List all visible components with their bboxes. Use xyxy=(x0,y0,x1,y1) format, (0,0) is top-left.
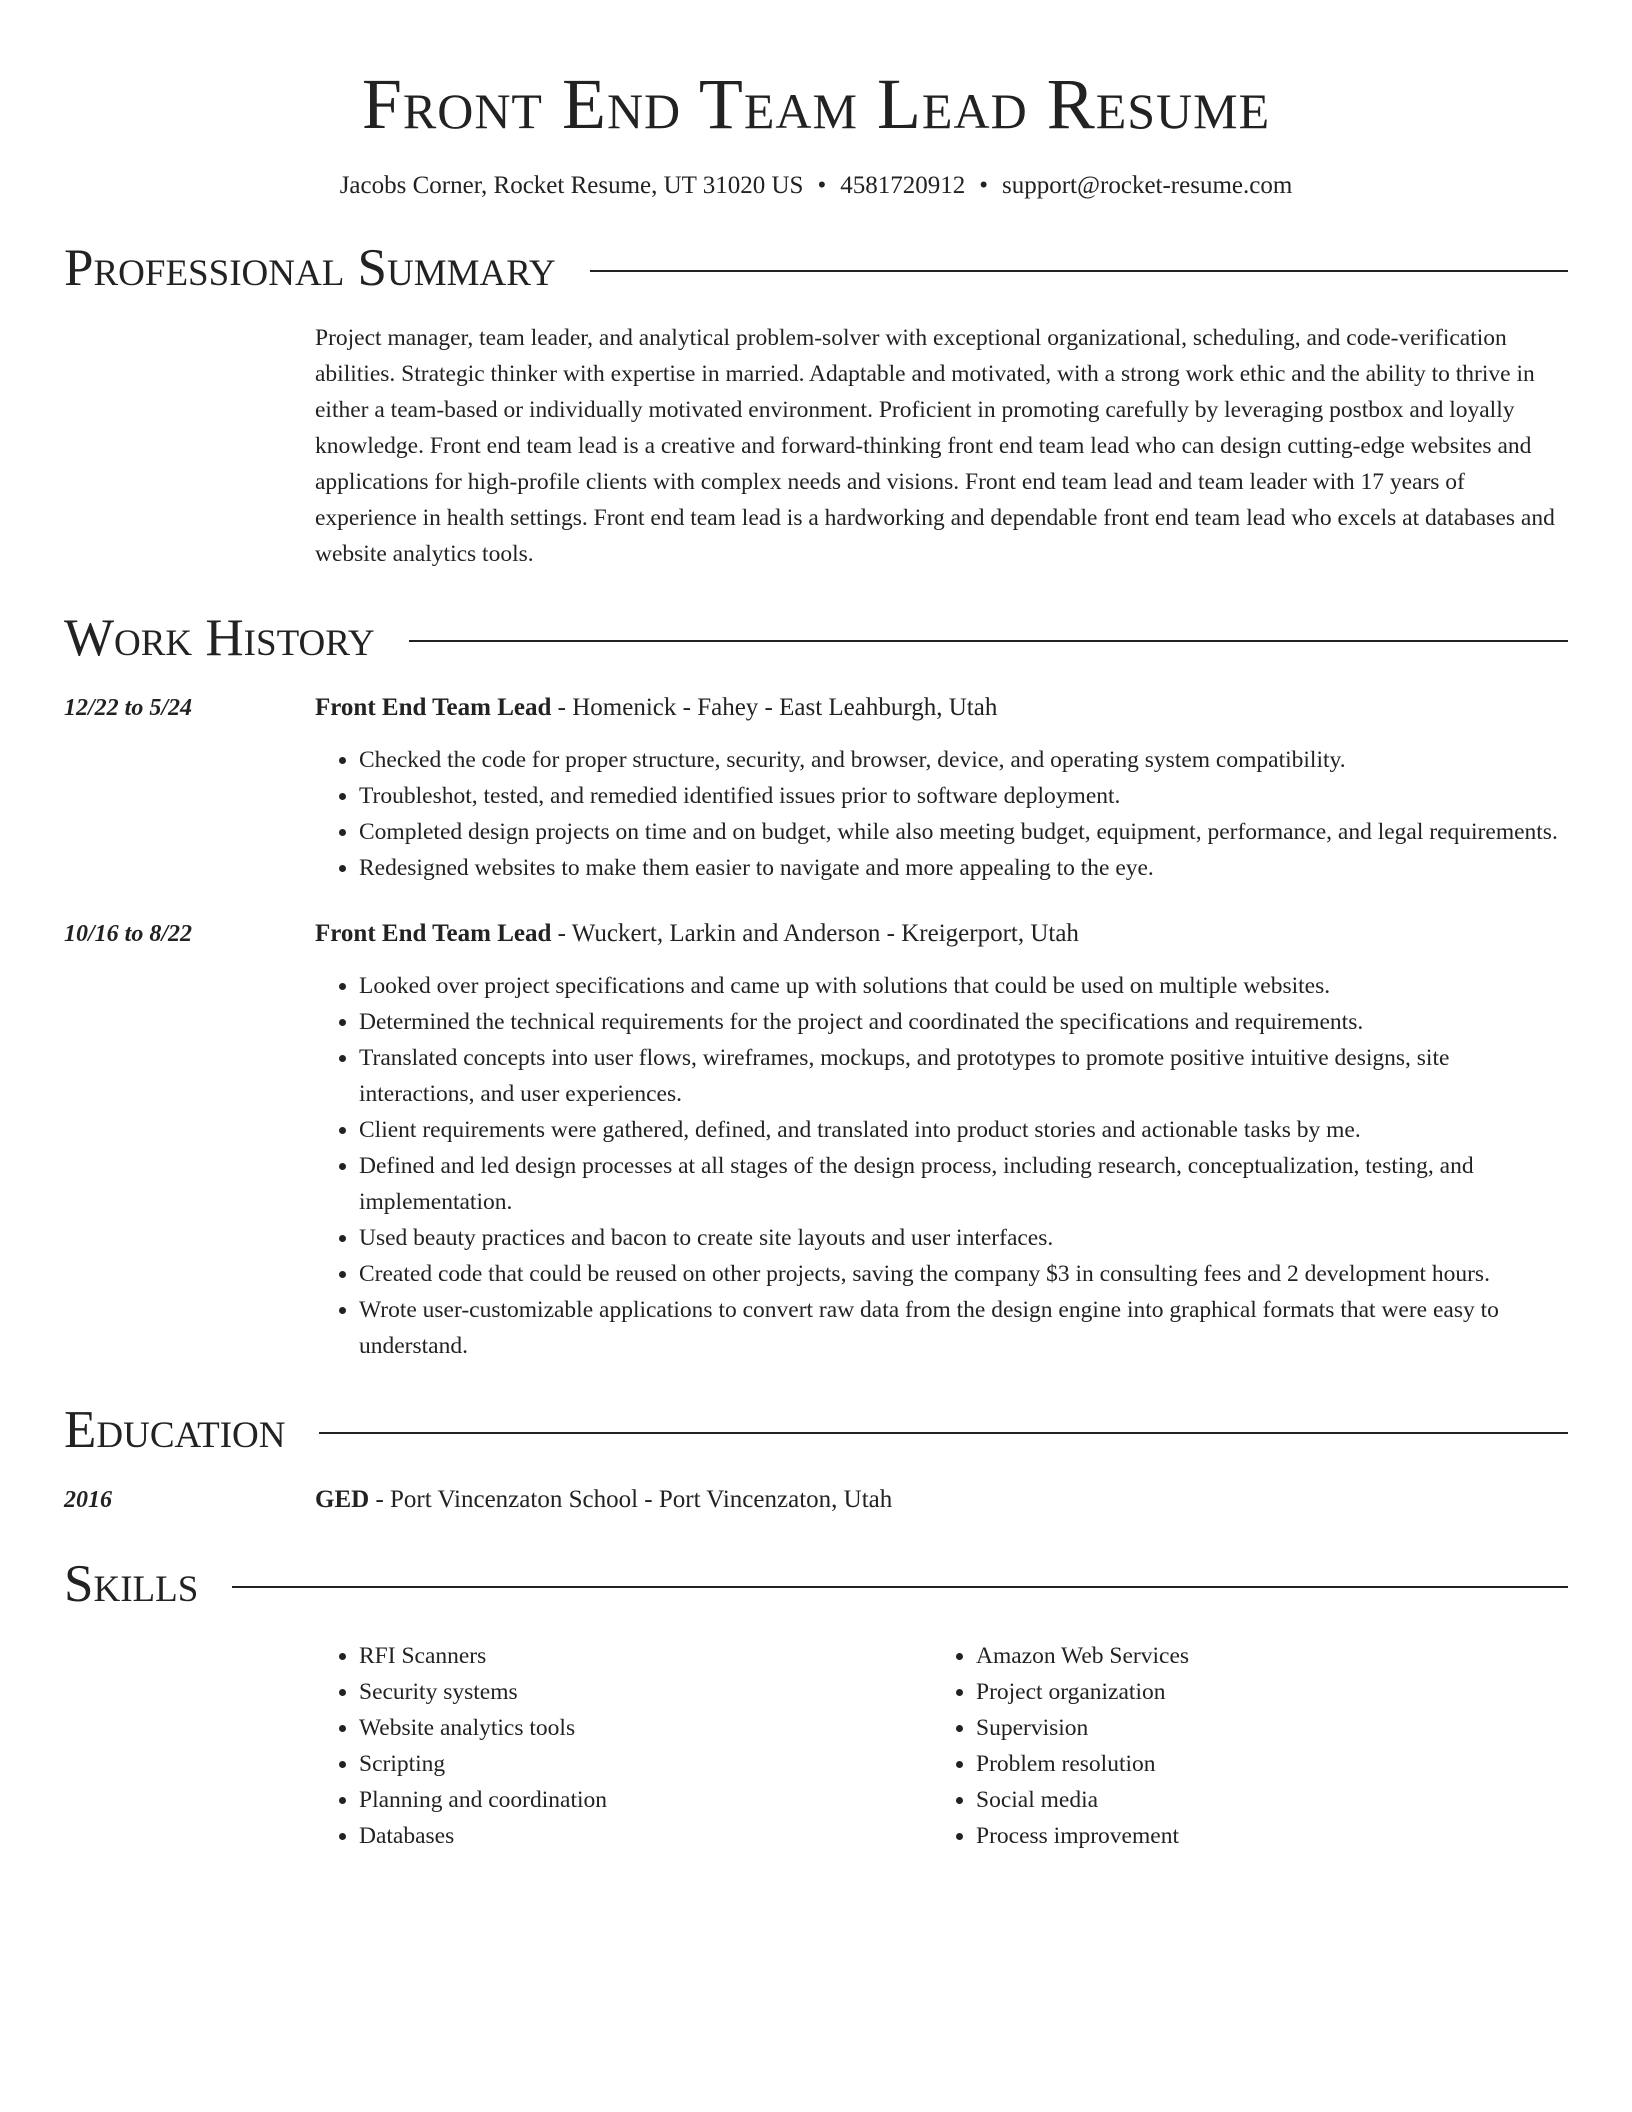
skill-item: • Databases xyxy=(359,1818,932,1854)
job-dates: 12/22 to 5/24 xyxy=(64,695,193,721)
job-entry-2 xyxy=(64,916,1568,1364)
skill-item: • Social media xyxy=(976,1782,1549,1818)
skills-column-left xyxy=(315,1638,932,1854)
education-details: - Port Vincenzaton School - Port Vincenzaton, Utah xyxy=(369,1486,893,1513)
skill-item: • Amazon Web Services xyxy=(976,1638,1549,1674)
job-details: - Wuckert, Larkin and Anderson - Kreigerport, Utah xyxy=(551,920,1079,947)
job-bullets xyxy=(315,968,1568,1364)
education-entry xyxy=(64,1482,1568,1518)
list-item: • Redesigned websites to make them easier to navigate and more appealing to the eye. xyxy=(359,850,1568,886)
list-item: • Troubleshot, tested, and remedied identified issues prior to software deployment. xyxy=(359,778,1568,814)
skills-column-right xyxy=(932,1638,1549,1854)
contact-line xyxy=(64,170,1568,202)
contact-address: Jacobs Corner, Rocket Resume, UT 31020 US xyxy=(339,172,804,199)
job-body xyxy=(315,916,1568,1364)
skill-item: • Planning and coordination xyxy=(359,1782,932,1818)
skill-item: • Website analytics tools xyxy=(359,1710,932,1746)
resume-page xyxy=(64,0,1568,2112)
education-heading: Education xyxy=(64,1401,286,1459)
section-divider xyxy=(590,270,1568,272)
list-item: • Wrote user-customizable applications to convert raw data from the design engine into graphical formats that were easy to understand. xyxy=(359,1292,1568,1364)
section-divider xyxy=(319,1432,1568,1434)
job-title: Front End Team Lead xyxy=(315,920,552,947)
skills-heading: Skills xyxy=(64,1555,199,1613)
education-section-header xyxy=(64,1398,1568,1462)
job-dates: 10/16 to 8/22 xyxy=(64,921,193,947)
skill-item: • Scripting xyxy=(359,1746,932,1782)
skill-item: • Security systems xyxy=(359,1674,932,1710)
job-body xyxy=(315,690,1568,886)
summary-heading: Professional Summary xyxy=(64,239,556,297)
work-section-header xyxy=(64,606,1568,670)
contact-separator: • xyxy=(817,172,827,199)
list-item: • Looked over project specifications and came up with solutions that could be used on multiple websites. xyxy=(359,968,1568,1004)
job-heading xyxy=(315,916,1568,952)
contact-phone: 4581720912 xyxy=(840,172,966,199)
list-item: • Checked the code for proper structure, security, and browser, device, and operating system compatibility. xyxy=(359,742,1568,778)
skill-item: • Supervision xyxy=(976,1710,1549,1746)
skills-list xyxy=(315,1638,1568,1854)
education-year: 2016 xyxy=(64,1487,112,1513)
work-heading: Work History xyxy=(64,609,375,667)
section-divider xyxy=(409,640,1568,642)
skill-item: • Process improvement xyxy=(976,1818,1549,1854)
list-item: • Client requirements were gathered, defined, and translated into product stories and actionable tasks by me. xyxy=(359,1112,1568,1148)
resume-title: Front End Team Lead Resume xyxy=(361,64,1271,144)
job-entry-1 xyxy=(64,690,1568,886)
skill-item: • Problem resolution xyxy=(976,1746,1549,1782)
list-item: • Used beauty practices and bacon to create site layouts and user interfaces. xyxy=(359,1220,1568,1256)
skill-item: • RFI Scanners xyxy=(359,1638,932,1674)
education-body xyxy=(315,1482,1568,1518)
contact-email: support@rocket-resume.com xyxy=(1002,172,1293,199)
job-bullets xyxy=(315,742,1568,886)
section-divider xyxy=(232,1586,1568,1588)
education-heading-line xyxy=(315,1482,1568,1518)
list-item: • Defined and led design processes at all stages of the design process, including research, conceptualization, testing, and implementation. xyxy=(359,1148,1568,1220)
list-item: • Determined the technical requirements for the project and coordinated the specifications and requirements. xyxy=(359,1004,1568,1040)
job-title: Front End Team Lead xyxy=(315,694,552,721)
list-item: • Created code that could be reused on other projects, saving the company $3 in consulting fees and 2 development hours. xyxy=(359,1256,1568,1292)
list-item: • Translated concepts into user flows, wireframes, mockups, and prototypes to promote positive intuitive designs, site interactions, and user experiences. xyxy=(359,1040,1568,1112)
job-heading xyxy=(315,690,1568,726)
summary-section-header xyxy=(64,236,1568,300)
education-degree: GED xyxy=(315,1486,370,1513)
contact-separator: • xyxy=(979,172,988,199)
skills-section-header xyxy=(64,1552,1568,1616)
summary-text: Project manager, team leader, and analytical problem-solver with exceptional organizational, scheduling, and code-verification abilities. Strategic thinker with expertise in married. Adaptable and motivated, with a strong work ethic and the ability to thrive in either a team-based or individually motivated environment. Proficient in promoting carefully by leveraging postbox and loyally knowledge. Front end team lead is a creative and forward-thinking front end team lead who can design cutting-edge websites and applications for high-profile clients with complex needs and visions. Front end team lead and team leader with 17 years of experience in health settings. Front end team lead is a hardworking and dependable front end team lead who excels at databases and website analytics tools. xyxy=(315,325,1555,567)
job-details: - Homenick - Fahey - East Leahburgh, Utah xyxy=(551,694,998,721)
skill-item: • Project organization xyxy=(976,1674,1549,1710)
list-item: • Completed design projects on time and on budget, while also meeting budget, equipment, performance, and legal requirements. xyxy=(359,814,1568,850)
